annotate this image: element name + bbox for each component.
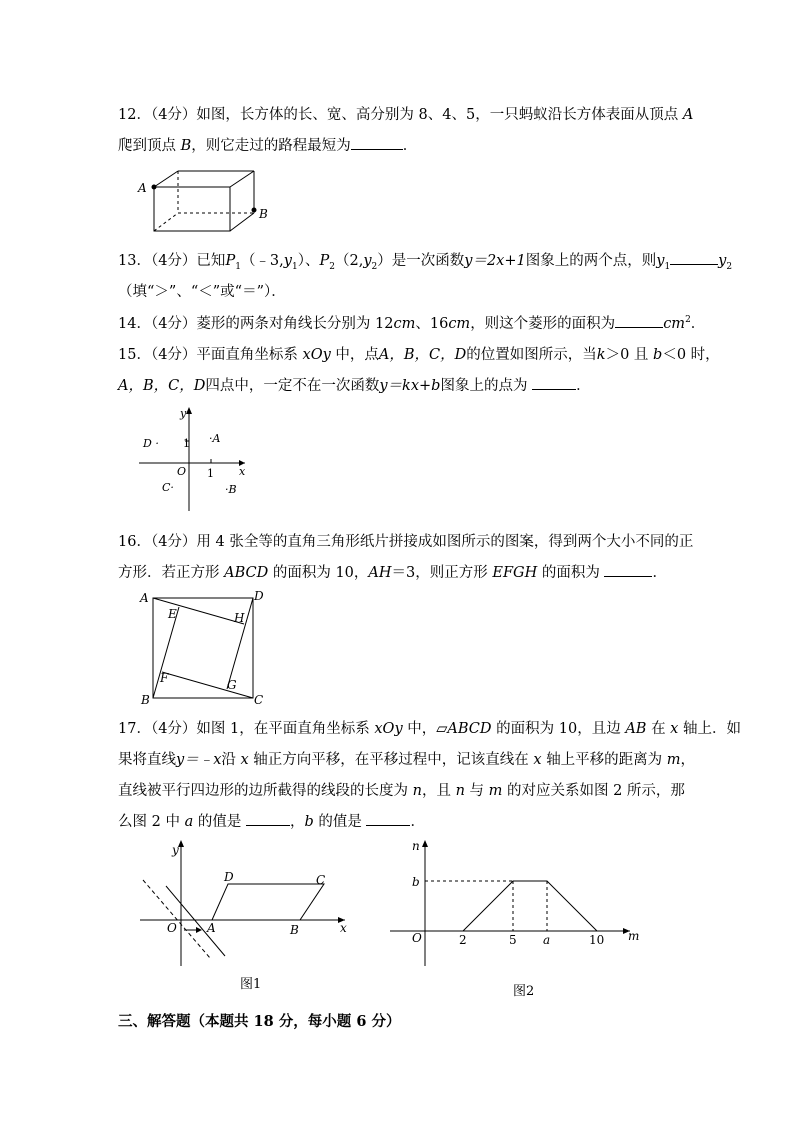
q15-point-a: ·A xyxy=(209,432,221,445)
q12-label-b: B xyxy=(259,207,268,221)
svg-text:y: y xyxy=(180,407,187,420)
svg-text:D: D xyxy=(254,589,264,603)
svg-text:F: F xyxy=(160,671,169,685)
q17-line4: 么图 2 中 a 的值是 ，b 的值是 ． xyxy=(118,814,425,830)
svg-text:E: E xyxy=(168,607,177,621)
q17-line3: 直线被平行四边形的边所截得的线段的长度为 n，且 n 与 m 的对应关系如图 2 所示，那 xyxy=(118,783,685,799)
svg-text:x: x xyxy=(340,921,347,935)
svg-text:H: H xyxy=(234,611,245,625)
svg-text:1: 1 xyxy=(183,437,190,450)
q17-line1: 17．（4分）如图 1，在平面直角坐标系 xOy 中，▱ABCD 的面积为 10，且边 AB 在 x 轴上．如 xyxy=(118,721,741,737)
q17-figure-1 xyxy=(140,838,360,968)
svg-text:O: O xyxy=(412,931,422,945)
q12-line2: 爬到顶点 B，则它走过的路程最短为 ． xyxy=(118,138,418,154)
q13-line1: 13．（4分）已知$P_1(﹣3,y_1)$、$P_2(2,y_2)$是一次函数y＝2x+1图象上的两个点，则$y_1$ $y_2$ xyxy=(118,253,733,272)
svg-text:b: b xyxy=(412,875,420,889)
svg-text:C: C xyxy=(254,693,264,707)
q15-point-c: C· xyxy=(162,481,174,494)
q12-line1: 12．（4分）如图，长方体的长、宽、高分别为 8、4、5，一只蚂蚁沿长方体表面从顶点 A xyxy=(118,107,694,123)
svg-text:C: C xyxy=(316,873,326,887)
q15-line2: A，B，C，D四点中，一定不在一次函数y＝kx+b图象上的点为 ． xyxy=(118,378,591,394)
svg-text:10: 10 xyxy=(589,933,605,947)
svg-text:B: B xyxy=(141,693,150,707)
q16-square-figure xyxy=(138,588,268,708)
q15-line1: 15．（4分）平面直角坐标系 xOy 中，点A，B，C，D的位置如图所示，当k＞0 且 b＜0 时， xyxy=(118,347,720,363)
q15-point-b: ·B xyxy=(225,483,237,496)
svg-text:n: n xyxy=(412,839,420,853)
q16-line2: 方形．若正方形 ABCD 的面积为 10，AH＝3，则正方形 EFGH 的面积为 ． xyxy=(118,565,667,581)
q17-figure-1-caption: 图1 xyxy=(240,977,262,992)
svg-text:1: 1 xyxy=(207,467,214,480)
section-3-heading: 三、解答题（本题共 18 分，每小题 6 分） xyxy=(118,1013,401,1030)
svg-text:G: G xyxy=(227,678,237,692)
svg-text:m: m xyxy=(628,929,640,943)
q17-figure-2 xyxy=(390,838,650,968)
svg-text:A: A xyxy=(140,591,149,605)
q12-cuboid-figure xyxy=(130,165,280,235)
svg-text:D: D xyxy=(224,870,234,884)
svg-text:a: a xyxy=(543,933,551,947)
q17-figure-2-caption: 图2 xyxy=(513,984,535,999)
svg-text:2: 2 xyxy=(459,933,467,947)
q12-label-a: A xyxy=(138,181,147,195)
svg-text:5: 5 xyxy=(509,933,517,947)
svg-text:y: y xyxy=(172,843,179,857)
q13-line2: （填“＞”、“＜”或“＝”）． xyxy=(118,284,286,300)
svg-text:O: O xyxy=(177,465,187,478)
q16-line1: 16．（4分）用 4 张全等的直角三角形纸片拼接成如图所示的图案，得到两个大小不同的正 xyxy=(118,534,694,550)
q15-coordinate-figure xyxy=(135,405,255,515)
svg-text:x: x xyxy=(239,465,246,478)
q17-line2: 果将直线y＝﹣x沿 x 轴正方向平移，在平移过程中，记该直线在 x 轴上平移的距离为 m， xyxy=(118,752,696,768)
svg-text:A: A xyxy=(207,921,216,935)
q15-point-d: D · xyxy=(143,437,159,450)
svg-text:B: B xyxy=(290,923,299,937)
svg-text:O: O xyxy=(167,921,177,935)
q14-line: 14．（4分）菱形的两条对角线长分别为 12cm、16cm，则这个菱形的面积为 $cm^2$． xyxy=(118,315,706,332)
